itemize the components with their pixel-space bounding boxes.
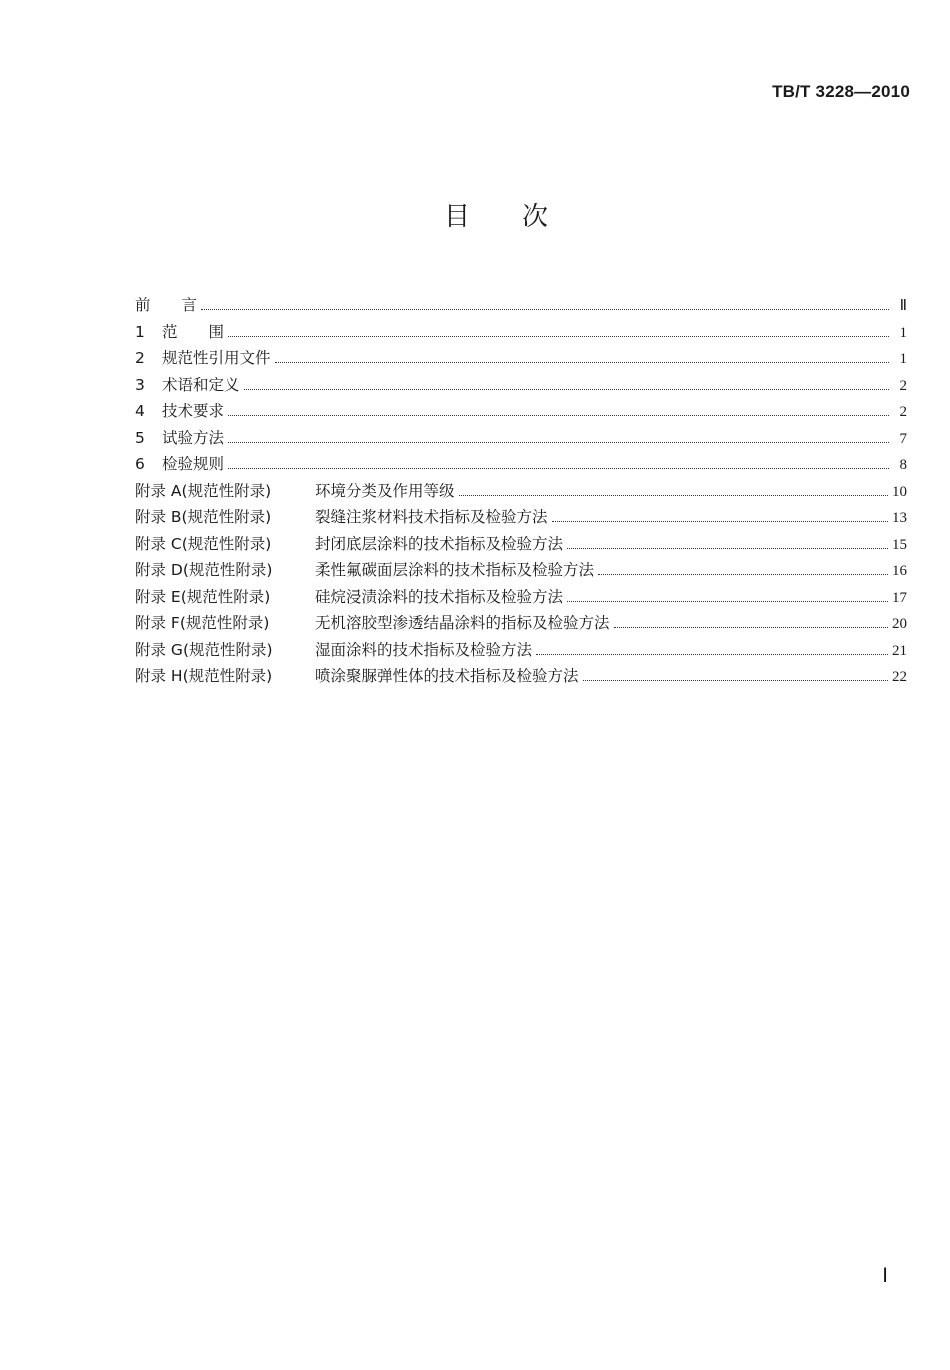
toc-entry-number: 附录 D(规范性附录) <box>135 561 273 579</box>
toc-entry-number: 附录 E(规范性附录) <box>135 587 271 606</box>
toc-entry[interactable] <box>135 478 907 505</box>
toc-entry-page: 22 <box>892 669 907 685</box>
toc-entry-page: 2 <box>899 404 907 420</box>
toc-entry-number: 5 <box>135 428 145 447</box>
table-of-contents <box>135 292 907 690</box>
toc-entry-page: 7 <box>899 430 907 447</box>
toc-dot-leader <box>244 389 889 390</box>
toc-entry[interactable] <box>135 663 907 690</box>
toc-entry-page: Ⅱ <box>899 298 907 314</box>
toc-entry-label <box>135 345 275 372</box>
toc-entry-number: 附录 A(规范性附录) <box>135 481 272 500</box>
toc-entry-label <box>135 478 459 505</box>
toc-entry-title: 技术要求 <box>162 402 225 420</box>
toc-entry-title: 术语和定义 <box>162 375 240 394</box>
toc-entry-title: 范 围 <box>162 322 225 341</box>
toc-dot-leader <box>459 495 888 496</box>
toc-entry[interactable] <box>135 451 907 478</box>
toc-entry-label <box>135 319 228 346</box>
toc-dot-leader <box>275 362 889 363</box>
toc-entry-page: 21 <box>892 642 907 659</box>
toc-entry-title: 湿面涂料的技术指标及检验方法 <box>315 640 533 659</box>
toc-dot-leader <box>228 468 889 469</box>
toc-entry[interactable] <box>135 292 907 319</box>
toc-dot-leader <box>583 680 888 681</box>
toc-entry-label <box>135 557 598 584</box>
toc-entry-label <box>135 663 583 690</box>
toc-entry-number: 4 <box>135 402 145 420</box>
toc-entry[interactable] <box>135 584 907 611</box>
toc-entry[interactable] <box>135 372 907 399</box>
toc-entry-title: 规范性引用文件 <box>162 349 271 367</box>
toc-entry-label <box>135 637 536 664</box>
toc-entry-label <box>135 504 552 531</box>
toc-entry-page: 1 <box>899 351 907 367</box>
toc-entry-title: 喷涂聚脲弹性体的技术指标及检验方法 <box>315 667 579 685</box>
toc-dot-leader <box>228 415 889 416</box>
toc-entry-label <box>135 531 567 558</box>
document-code: TB/T 3228—2010 <box>772 82 910 101</box>
toc-entry-number: 附录 H(规范性附录) <box>135 667 273 685</box>
toc-dot-leader <box>567 601 888 602</box>
toc-entry-title: 前 言 <box>135 296 198 314</box>
toc-dot-leader <box>536 654 888 655</box>
toc-dot-leader <box>228 442 889 443</box>
toc-rows <box>135 292 907 690</box>
toc-entry-title: 柔性氟碳面层涂料的技术指标及检验方法 <box>315 561 595 579</box>
toc-dot-leader <box>598 574 888 575</box>
toc-entry-page: 1 <box>899 324 907 341</box>
toc-dot-leader <box>228 336 889 337</box>
toc-entry-page: 10 <box>892 483 907 500</box>
toc-entry[interactable] <box>135 637 907 664</box>
toc-entry-number: 6 <box>135 455 145 473</box>
toc-entry[interactable] <box>135 531 907 558</box>
toc-entry-label <box>135 425 228 452</box>
toc-entry-title: 环境分类及作用等级 <box>315 481 455 500</box>
toc-entry-title: 封闭底层涂料的技术指标及检验方法 <box>315 534 564 553</box>
toc-entry-number: 附录 B(规范性附录) <box>135 508 272 526</box>
toc-entry-page: 2 <box>899 377 907 394</box>
toc-entry-page: 20 <box>892 616 907 632</box>
toc-entry-page: 17 <box>892 589 907 606</box>
toc-entry-number: 2 <box>135 349 145 367</box>
toc-entry-number: 3 <box>135 375 145 394</box>
toc-entry-title: 试验方法 <box>162 428 225 447</box>
toc-entry[interactable] <box>135 610 907 637</box>
page-title: 目次 <box>443 202 600 232</box>
toc-entry-page: 8 <box>899 457 907 473</box>
toc-entry[interactable] <box>135 345 907 372</box>
page-number: Ⅰ <box>882 1265 888 1287</box>
toc-dot-leader <box>552 521 888 522</box>
toc-entry[interactable] <box>135 398 907 425</box>
toc-entry-number: 附录 F(规范性附录) <box>135 614 270 632</box>
toc-entry[interactable] <box>135 425 907 452</box>
toc-dot-leader <box>567 548 888 549</box>
toc-entry[interactable] <box>135 319 907 346</box>
toc-entry-number: 附录 C(规范性附录) <box>135 534 272 553</box>
toc-entry-label <box>135 372 244 399</box>
toc-entry-number: 1 <box>135 322 145 341</box>
toc-entry-label <box>135 584 567 611</box>
toc-entry[interactable] <box>135 557 907 584</box>
toc-entry-page: 16 <box>892 563 907 579</box>
toc-entry-label <box>135 398 228 425</box>
toc-dot-leader <box>201 309 889 310</box>
toc-entry-title: 无机溶胶型渗透结晶涂料的指标及检验方法 <box>315 614 610 632</box>
toc-entry-title: 硅烷浸渍涂料的技术指标及检验方法 <box>315 587 564 606</box>
toc-entry-label <box>135 451 228 478</box>
toc-entry-page: 15 <box>892 536 907 553</box>
toc-entry-label <box>135 610 614 637</box>
toc-entry-number: 附录 G(规范性附录) <box>135 640 273 659</box>
toc-entry[interactable] <box>135 504 907 531</box>
toc-entry-page: 13 <box>892 510 907 526</box>
toc-dot-leader <box>614 627 888 628</box>
toc-entry-title: 检验规则 <box>162 455 225 473</box>
toc-entry-title: 裂缝注浆材料技术指标及检验方法 <box>315 508 548 526</box>
toc-entry-label <box>135 292 201 319</box>
